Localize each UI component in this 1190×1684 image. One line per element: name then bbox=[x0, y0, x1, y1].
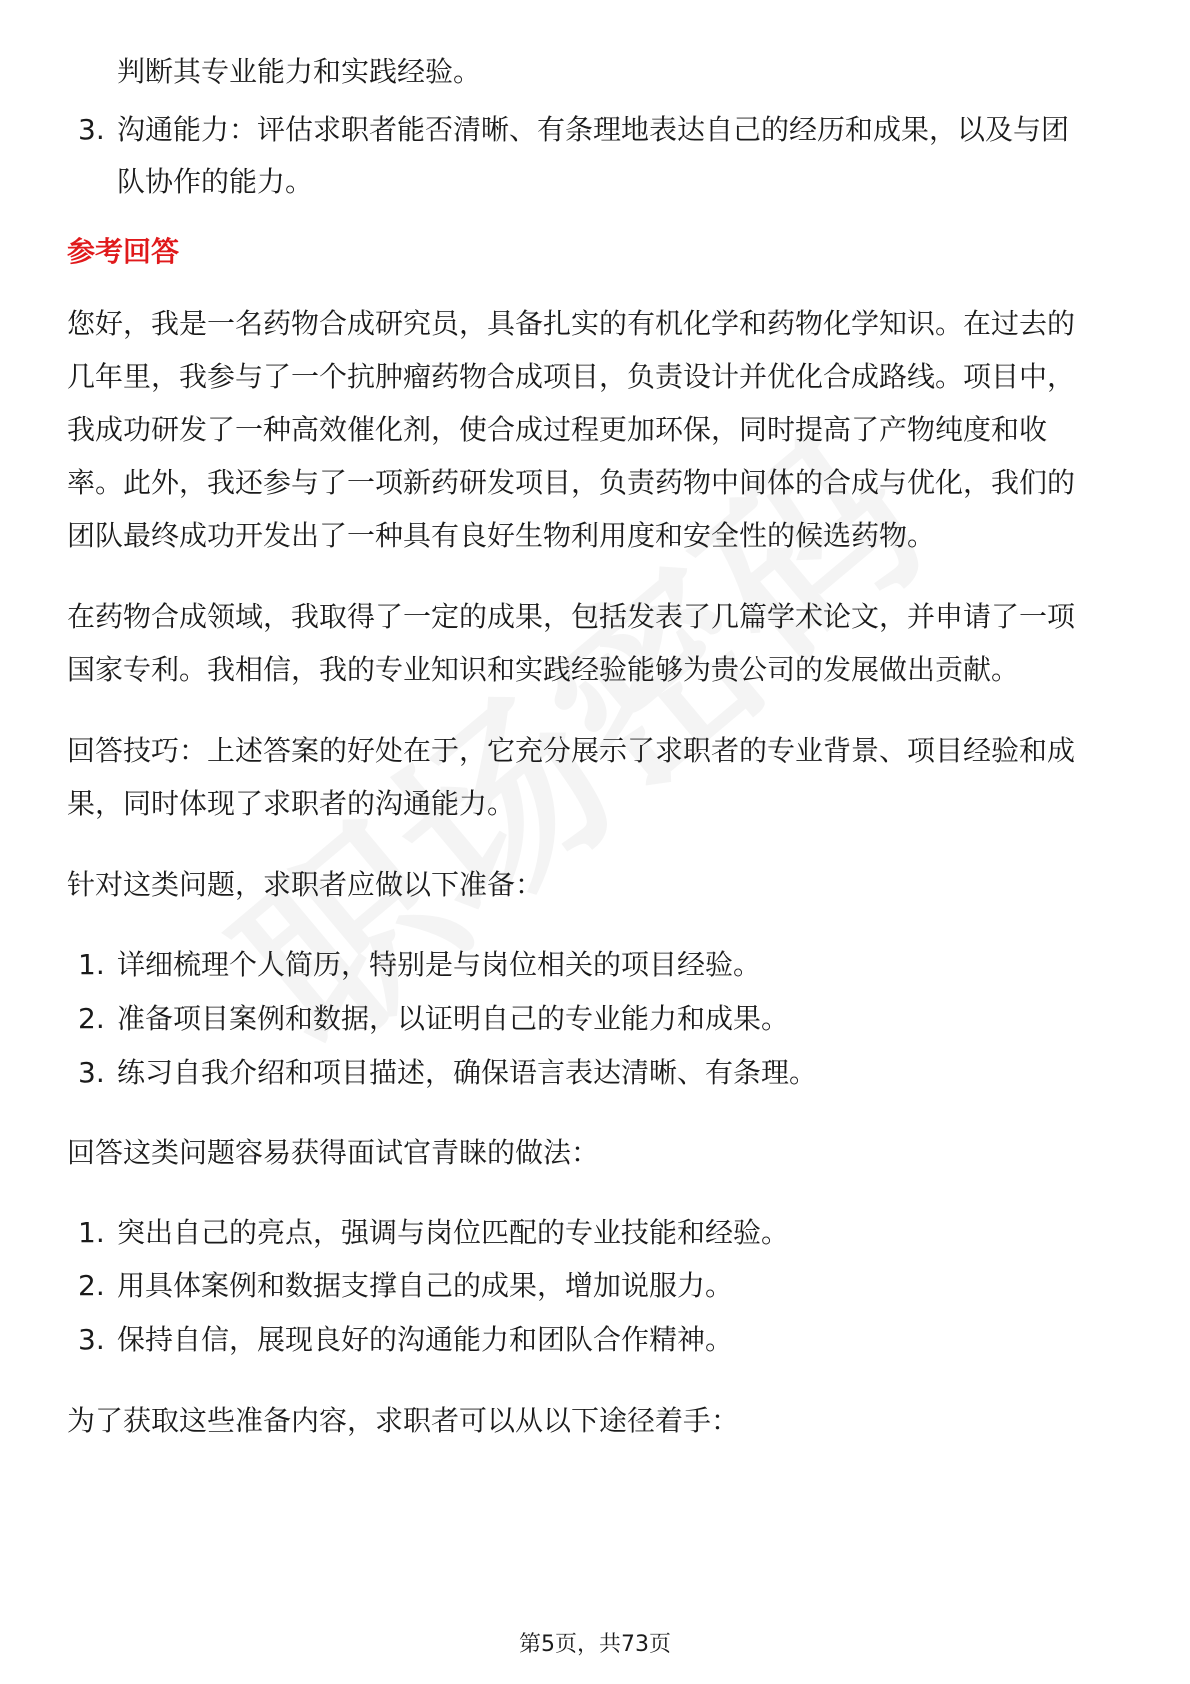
list-item-text: 用具体案例和数据支撑自己的成果，增加说服力。 bbox=[117, 1269, 734, 1302]
list-number: 2. bbox=[78, 1002, 105, 1035]
paragraph-line: 率。此外，我还参与了一项新药研发项目，负责药物中间体的合成与优化，我们的 bbox=[67, 466, 1076, 499]
list-item-text: 保持自信，展现良好的沟通能力和团队合作精神。 bbox=[117, 1323, 734, 1356]
section-heading: 参考回答 bbox=[67, 235, 180, 268]
paragraph-line: 国家专利。我相信，我的专业知识和实践经验能够为贵公司的发展做出贡献。 bbox=[67, 653, 1020, 686]
paragraph-line: 您好，我是一名药物合成研究员，具备扎实的有机化学和药物化学知识。在过去的 bbox=[67, 307, 1076, 340]
paragraph-line: 几年里，我参与了一个抗肿瘤药物合成项目，负责设计并优化合成路线。项目中， bbox=[67, 360, 1076, 393]
list-number: 3. bbox=[78, 1056, 105, 1089]
list-number: 1. bbox=[78, 1216, 105, 1249]
paragraph-line: 回答这类问题容易获得面试官青睐的做法： bbox=[67, 1136, 600, 1169]
list-item-text: 练习自我介绍和项目描述，确保语言表达清晰、有条理。 bbox=[117, 1056, 818, 1089]
paragraph-line: 我成功研发了一种高效催化剂，使合成过程更加环保，同时提高了产物纯度和收 bbox=[67, 413, 1048, 446]
list-number: 1. bbox=[78, 948, 105, 981]
paragraph-line: 团队最终成功开发出了一种具有良好生物利用度和安全性的候选药物。 bbox=[67, 519, 936, 552]
list-item-continuation: 判断其专业能力和实践经验。 bbox=[117, 55, 482, 88]
list-number: 2. bbox=[78, 1269, 105, 1302]
page-number-footer: 第5页，共73页 bbox=[519, 1632, 671, 1657]
paragraph-line: 果，同时体现了求职者的沟通能力。 bbox=[67, 787, 516, 820]
paragraph-line: 回答技巧：上述答案的好处在于，它充分展示了求职者的专业背景、项目经验和成 bbox=[67, 734, 1076, 767]
paragraph-line: 在药物合成领域，我取得了一定的成果，包括发表了几篇学术论文，并申请了一项 bbox=[67, 600, 1076, 633]
list-item-text: 沟通能力：评估求职者能否清晰、有条理地表达自己的经历和成果，以及与团 bbox=[117, 113, 1070, 146]
list-item-text: 详细梳理个人简历，特别是与岗位相关的项目经验。 bbox=[117, 948, 762, 981]
list-item-text: 突出自己的亮点，强调与岗位匹配的专业技能和经验。 bbox=[117, 1216, 790, 1249]
list-item-text: 准备项目案例和数据，以证明自己的专业能力和成果。 bbox=[117, 1002, 790, 1035]
paragraph-line: 为了获取这些准备内容，求职者可以从以下途径着手： bbox=[67, 1404, 740, 1437]
list-item-text: 队协作的能力。 bbox=[117, 165, 314, 198]
paragraph-line: 针对这类问题，求职者应做以下准备： bbox=[67, 868, 544, 901]
list-number: 3. bbox=[78, 113, 105, 146]
list-number: 3. bbox=[78, 1323, 105, 1356]
